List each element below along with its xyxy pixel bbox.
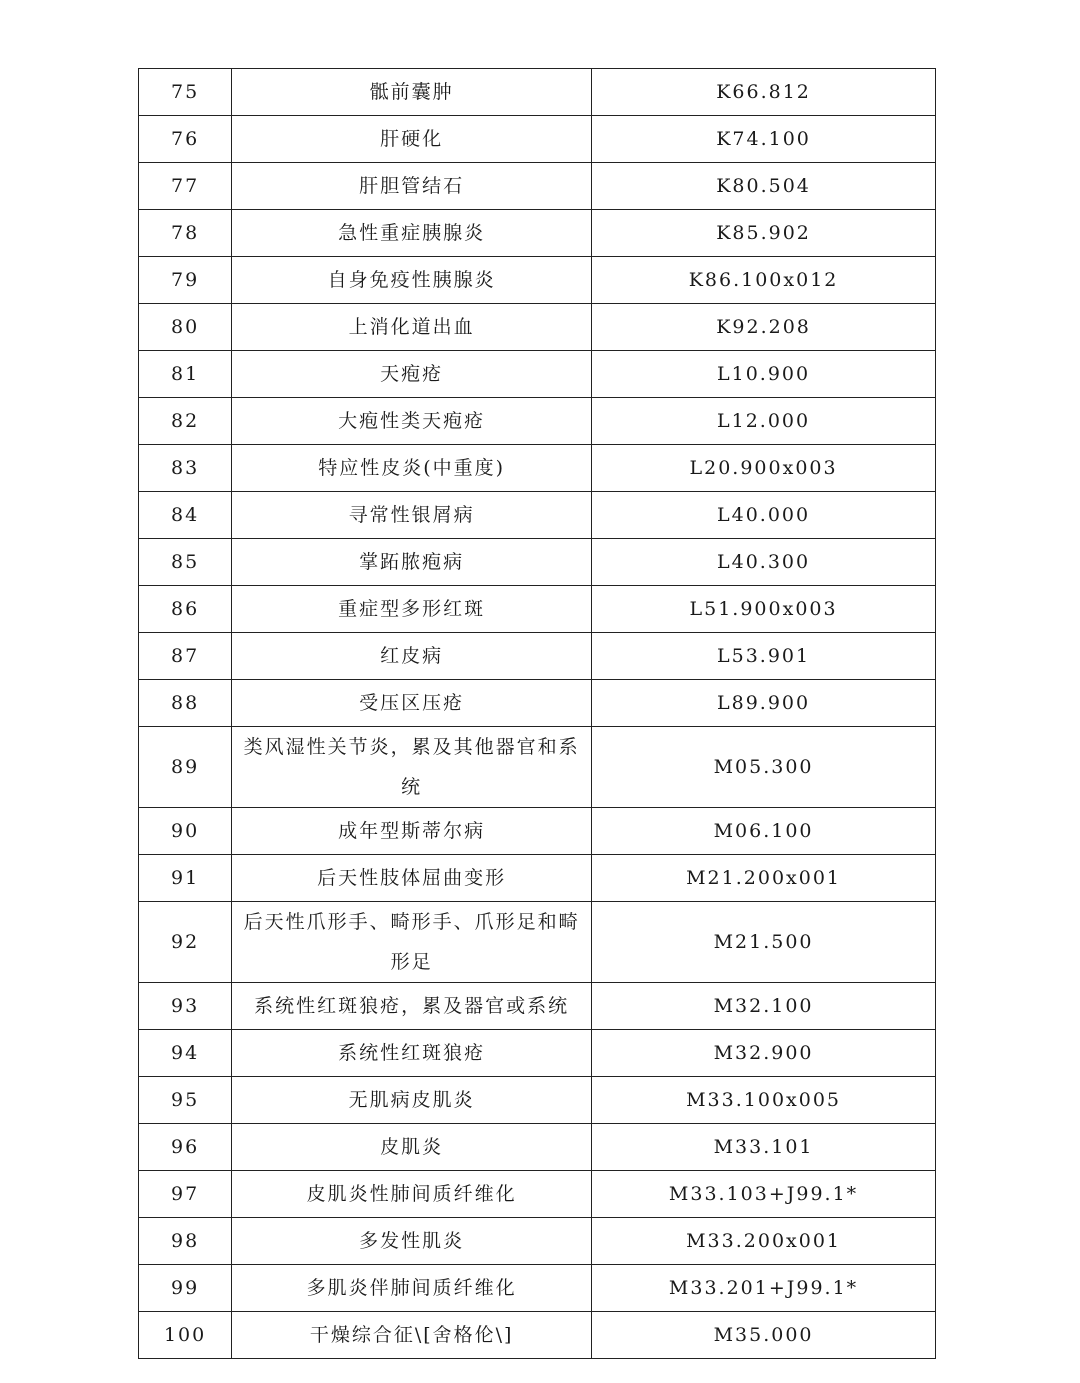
disease-code: M05.300: [592, 727, 936, 808]
disease-code: K66.812: [592, 69, 936, 116]
row-number: 92: [139, 902, 232, 983]
table-row: [139, 633, 936, 680]
table-row: [139, 539, 936, 586]
disease-code: L20.900x003: [592, 445, 936, 492]
table-row: [139, 116, 936, 163]
disease-name: 系统性红斑狼疮，累及器官或系统: [232, 983, 592, 1030]
disease-name: 自身免疫性胰腺炎: [232, 257, 592, 304]
disease-code: M06.100: [592, 808, 936, 855]
disease-name: 红皮病: [232, 633, 592, 680]
table-row: [139, 1077, 936, 1124]
table-body: [139, 69, 936, 1359]
row-number: 78: [139, 210, 232, 257]
table-row: [139, 257, 936, 304]
disease-code: M21.200x001: [592, 855, 936, 902]
disease-name: 特应性皮炎(中重度): [232, 445, 592, 492]
disease-name: 后天性爪形手、畸形手、爪形足和畸形足: [232, 902, 592, 983]
disease-name: 类风湿性关节炎，累及其他器官和系统: [232, 727, 592, 808]
disease-name: 重症型多形红斑: [232, 586, 592, 633]
disease-code: K74.100: [592, 116, 936, 163]
disease-code: L40.300: [592, 539, 936, 586]
disease-code: L12.000: [592, 398, 936, 445]
table-row: [139, 727, 936, 808]
disease-code: L10.900: [592, 351, 936, 398]
disease-code: K86.100x012: [592, 257, 936, 304]
disease-code: K85.902: [592, 210, 936, 257]
row-number: 76: [139, 116, 232, 163]
row-number: 80: [139, 304, 232, 351]
table-row: [139, 351, 936, 398]
table-row: [139, 1124, 936, 1171]
table-row: [139, 902, 936, 983]
disease-name: 系统性红斑狼疮: [232, 1030, 592, 1077]
row-number: 95: [139, 1077, 232, 1124]
table-row: [139, 210, 936, 257]
disease-name: 成年型斯蒂尔病: [232, 808, 592, 855]
disease-code: M32.100: [592, 983, 936, 1030]
disease-name: 受压区压疮: [232, 680, 592, 727]
disease-code: L89.900: [592, 680, 936, 727]
disease-code: M33.200x001: [592, 1218, 936, 1265]
row-number: 79: [139, 257, 232, 304]
table-row: [139, 1265, 936, 1312]
table-row: [139, 492, 936, 539]
table-row: [139, 1030, 936, 1077]
disease-name: 天疱疮: [232, 351, 592, 398]
row-number: 98: [139, 1218, 232, 1265]
table-row: [139, 983, 936, 1030]
table-row: [139, 680, 936, 727]
disease-name: 大疱性类天疱疮: [232, 398, 592, 445]
table-row: [139, 163, 936, 210]
disease-name: 肝硬化: [232, 116, 592, 163]
table-row: [139, 1218, 936, 1265]
table-row: [139, 304, 936, 351]
row-number: 75: [139, 69, 232, 116]
disease-name: 急性重症胰腺炎: [232, 210, 592, 257]
disease-name: 皮肌炎性肺间质纤维化: [232, 1171, 592, 1218]
row-number: 96: [139, 1124, 232, 1171]
row-number: 86: [139, 586, 232, 633]
disease-code: M32.900: [592, 1030, 936, 1077]
disease-name: 多肌炎伴肺间质纤维化: [232, 1265, 592, 1312]
disease-code: M33.100x005: [592, 1077, 936, 1124]
table-row: [139, 808, 936, 855]
row-number: 77: [139, 163, 232, 210]
table-row: [139, 1171, 936, 1218]
disease-name: 寻常性银屑病: [232, 492, 592, 539]
disease-code: M35.000: [592, 1312, 936, 1359]
disease-code: M33.201+J99.1*: [592, 1265, 936, 1312]
disease-code-table: [138, 68, 936, 1359]
document-page: [138, 68, 936, 1359]
table-row: [139, 586, 936, 633]
disease-code: L51.900x003: [592, 586, 936, 633]
table-row: [139, 855, 936, 902]
table-row: [139, 69, 936, 116]
disease-code: L40.000: [592, 492, 936, 539]
row-number: 81: [139, 351, 232, 398]
row-number: 88: [139, 680, 232, 727]
disease-code: M33.103+J99.1*: [592, 1171, 936, 1218]
disease-name: 肝胆管结石: [232, 163, 592, 210]
disease-name: 皮肌炎: [232, 1124, 592, 1171]
row-number: 83: [139, 445, 232, 492]
row-number: 82: [139, 398, 232, 445]
disease-code: M21.500: [592, 902, 936, 983]
row-number: 85: [139, 539, 232, 586]
row-number: 87: [139, 633, 232, 680]
disease-name: 后天性肢体屈曲变形: [232, 855, 592, 902]
row-number: 84: [139, 492, 232, 539]
disease-code: M33.101: [592, 1124, 936, 1171]
disease-name: 骶前囊肿: [232, 69, 592, 116]
disease-name: 多发性肌炎: [232, 1218, 592, 1265]
disease-name: 无肌病皮肌炎: [232, 1077, 592, 1124]
row-number: 99: [139, 1265, 232, 1312]
row-number: 94: [139, 1030, 232, 1077]
disease-code: L53.901: [592, 633, 936, 680]
row-number: 93: [139, 983, 232, 1030]
table-row: [139, 1312, 936, 1359]
table-row: [139, 398, 936, 445]
row-number: 100: [139, 1312, 232, 1359]
disease-name: 上消化道出血: [232, 304, 592, 351]
disease-name: 掌跖脓疱病: [232, 539, 592, 586]
disease-code: K92.208: [592, 304, 936, 351]
disease-code: K80.504: [592, 163, 936, 210]
row-number: 97: [139, 1171, 232, 1218]
row-number: 89: [139, 727, 232, 808]
disease-name: 干燥综合征\[舍格伦\]: [232, 1312, 592, 1359]
table-row: [139, 445, 936, 492]
row-number: 90: [139, 808, 232, 855]
row-number: 91: [139, 855, 232, 902]
